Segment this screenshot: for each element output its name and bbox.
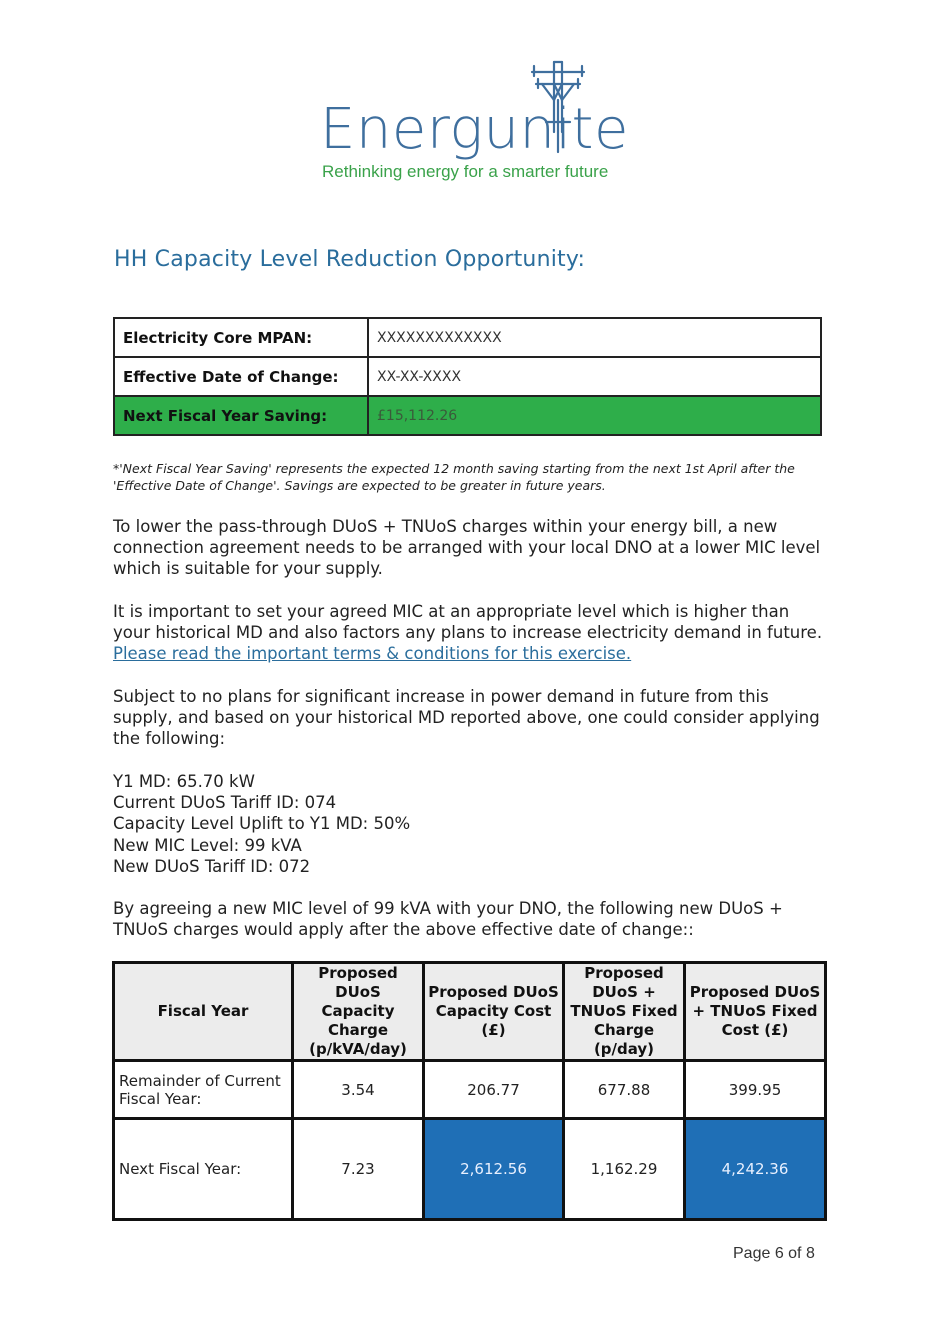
table-row <box>114 1119 826 1220</box>
terms-conditions-link[interactable]: Please read the important terms & conditions for this exercise. <box>113 644 632 663</box>
table-cell: 7.23 <box>293 1119 424 1220</box>
table-cell: Next Fiscal Year: <box>114 1119 293 1220</box>
charges-header-row <box>114 963 826 1061</box>
column-header: Fiscal Year <box>114 963 293 1061</box>
page-number: Page 6 of 8 <box>733 1245 815 1262</box>
table-cell: Remainder of Current Fiscal Year: <box>114 1061 293 1119</box>
list-item: Capacity Level Uplift to Y1 MD: 50% <box>113 814 411 834</box>
table-cell: 677.88 <box>564 1061 685 1119</box>
column-header: Proposed DUoS + TNUoS Fixed Cost (£) <box>685 963 826 1061</box>
summary-value: XXXXXXXXXXXXX <box>368 318 821 357</box>
section-heading: HH Capacity Level Reduction Opportunity: <box>114 247 586 272</box>
charges-table <box>112 961 827 1221</box>
column-header: Proposed DUoS Capacity Charge (p/kVA/day) <box>293 963 424 1061</box>
logo-tagline: Rethinking energy for a smarter future <box>322 162 609 181</box>
consider-paragraph: Subject to no plans for significant increase in power demand in future from this supply, and based on your historical MD reported above, one could consider applying the following: <box>113 687 820 748</box>
list-item: Y1 MD: 65.70 kW <box>113 772 255 791</box>
table-cell-highlight: 4,242.36 <box>685 1119 826 1220</box>
md-details-list <box>113 771 828 877</box>
list-item: New MIC Level: 99 kVA <box>113 835 302 855</box>
mic-guidance-text: It is important to set your agreed MIC at an appropriate level which is higher than your historical MD and also factors any plans to increase electricity demand in future. <box>113 602 823 642</box>
summary-label: Next Fiscal Year Saving: <box>114 396 368 435</box>
summary-value: £15,112.26 <box>368 396 821 435</box>
summary-table <box>113 317 822 436</box>
charges-intro-paragraph: By agreeing a new MIC level of 99 kVA with your DNO, the following new DUoS + TNUoS charges would apply after the above effective date of change:: <box>113 899 783 939</box>
table-row <box>114 1061 826 1119</box>
summary-label: Electricity Core MPAN: <box>114 318 368 357</box>
table-cell-highlight: 2,612.56 <box>424 1119 564 1220</box>
summary-value: XX-XX-XXXX <box>368 357 821 396</box>
mic-guidance-paragraph <box>113 601 828 664</box>
intro-paragraph: To lower the pass-through DUoS + TNUoS charges within your energy bill, a new connection agreement needs to be arranged with your local DNO at a lower MIC level which is suitable for your supply. <box>113 517 821 578</box>
table-cell: 206.77 <box>424 1061 564 1119</box>
saving-footnote: *'Next Fiscal Year Saving' represents the expected 12 month saving starting from the next 1st April after the 'Effective Date of Change'. Savings are expected to be greater in future years. <box>113 461 795 493</box>
summary-row-mpan <box>114 318 821 357</box>
list-item: New DUoS Tariff ID: 072 <box>113 856 311 876</box>
list-item: Current DUoS Tariff ID: 074 <box>113 793 337 813</box>
table-cell: 399.95 <box>685 1061 826 1119</box>
column-header: Proposed DUoS + TNUoS Fixed Charge (p/day) <box>564 963 685 1061</box>
logo-wordmark: Energunite <box>320 97 629 162</box>
summary-row-saving <box>114 396 821 435</box>
column-header: Proposed DUoS Capacity Cost (£) <box>424 963 564 1061</box>
summary-label: Effective Date of Change: <box>114 357 368 396</box>
table-cell: 3.54 <box>293 1061 424 1119</box>
table-cell: 1,162.29 <box>564 1119 685 1220</box>
summary-row-effective-date <box>114 357 821 396</box>
